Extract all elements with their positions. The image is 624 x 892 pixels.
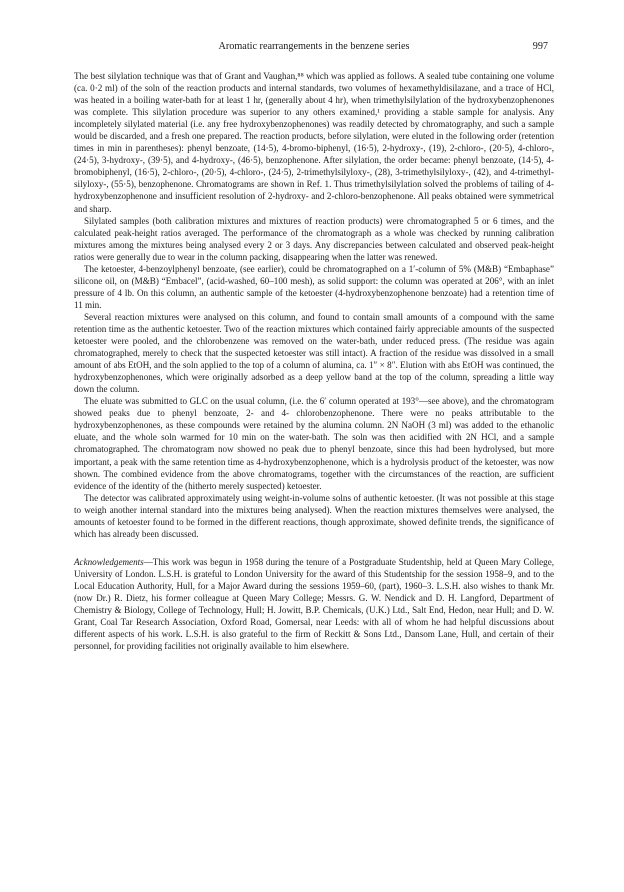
acknowledgements-heading: Acknowledgements	[74, 556, 144, 567]
acknowledgements-text: —This work was begun in 1958 during the tenure of a Postgraduate Studentship, held at Queen Mary College, University of London. L.S.H. is grateful to London University for the award of this Studentship for the session 1958–9, and to the Local Education Authority, Hull, for a Major Award during the sessions 1959–60, (part), 1960–3. L.S.H. also wishes to thank Mr. (now Dr.) R. Dietz, his former colleague at Queen Mary College; Messrs. G. W. Nendick and D. H. Langford, Department of Chemistry & Biology, College of Technology, Hull; H. Jowitt, B.P. Chemicals, (U.K.) Ltd., Salt End, Hedon, near Hull; and D. W. Grant, Coal Tar Research Association, Oxford Road, Gomersal, near Leeds: with all of whom he had helpful discussions about different aspects of his work. L.S.H. is also grateful to the firm of Reckitt & Sons Ltd., Dansom Lane, Hull, and certain of their personnel, for providing facilities not originally available to him elsewhere.	[74, 556, 554, 652]
acknowledgements-paragraph	[74, 556, 554, 652]
acknowledgements-section	[74, 556, 554, 652]
article-body	[74, 70, 554, 540]
body-paragraph: Silylated samples (both calibration mixtures and mixtures of reaction products) were chromatographed 5 or 6 times, and the calculated peak-height ratios averaged. The performance of the chromatograph as a whole was checked by running calibration mixtures among the mixtures being analysed every 2 or 3 days. Any discrepancies between calculated and observed peak-height ratios were generally due to wear in the column packing, disappearing when the latter was renewed.	[74, 215, 554, 262]
body-paragraph: The best silylation technique was that of Grant and Vaughan,⁸⁸ which was applied as follows. A sealed tube containing one volume (ca. 0·2 ml) of the soln of the reaction products and internal standards, two volumes of hexamethyldisilazane, and a trace of HCl, was heated in a boiling water-bath for at least 1 hr, (generally about 4 hr), when trimethylsilylation of the hydroxybenzophenones was complete. This silylation procedure was superior to any others examined,¹ providing a stable sample for analysis. Any incompletely silylated material (i.e. any free hydroxybenzophenones) was readily detected by chromatography, and such a sample would be discarded, and a fresh one prepared. The reaction products, before silylation, were eluted in the following order (retention times in min in parentheses): phenyl benzoate, (14·5), 4-bromo-biphenyl, (16·5), 2-hydroxy-, (19), 2-chloro-, (20·5), 4-chloro-, (24·5), 3-hydroxy-, (39·5), and 4-hydroxy-, (46·5), benzophenone. After silylation, the order became: phenyl benzoate, (14·5), 4-bromobiphenyl, (16·5), 2-chloro-, (20·5), 4-chloro-, (24·5), 2-trimethylsilyloxy-, (28), 3-trimethylsilyloxy-, (42), and 4-trimethyl-silyloxy-, (55·5), benzophenone. Chromatograms are shown in Ref. 1. Thus trimethylsilylation solved the problems of tailing of 4-hydroxybenzophenone and insufficient resolution of 2-hydroxy- and 2-chloro-benzophenone. All peaks obtained were symmetrical and sharp.	[74, 71, 554, 214]
page-number: 997	[532, 41, 548, 52]
body-paragraph: Several reaction mixtures were analysed on this column, and found to contain small amounts of a compound with the same retention time as the authentic ketoester. Two of the reaction mixtures which contained fairly appreciable amounts of the suspected ketoester were pooled, and the chlorobenzene was removed on the water-bath, under reduced press. (The residue was again chromatographed, merely to check that the suspected ketoester was still intact). A fraction of the residue was dissolved in a small amount of abs EtOH, and the soln applied to the top of a column of alumina, ca. 1″ × 8″. Elution with abs EtOH was continued, the hydroxybenzophenones, which were originally adsorbed as a deep yellow band at the top of the column, spreading a little way down the column.	[74, 311, 554, 395]
body-paragraph: The eluate was submitted to GLC on the usual column, (i.e. the 6′ column operated at 193°—see above), and the chromatogram showed peaks due to phenyl benzoate, 2- and 4- chlorobenzophenone. There were no peaks attributable to the hydroxybenzophenones, as these compounds were retained by the alumina column. 2N NaOH (3 ml) was added to the ethanolic eluate, and the whole soln warmed for 10 min on the water-bath. The soln was then acidified with 2N HCl, and a sample chromatographed. The chromatogram now showed no peak due to phenyl benzoate, since this had been hydrolysed, but more important, a peak with the same retention time as 4-hydroxybenzophenone, which is a hydrolysis product of the ketoester, was now shown. The combined evidence from the above chromatograms, together with the circumstances of the reaction, are sufficient evidence of the identity of the (hitherto merely suspected) ketoester.	[74, 396, 554, 491]
body-paragraph: The detector was calibrated approximately using weight-in-volume solns of authentic ketoester. (It was not possible at this stage to weigh another internal standard into the mixtures being analysed). When the reaction mixtures themselves were analysed, the amounts of ketoester found to be formed in the different reactions, though approximate, showed definite trends, the significance of which has already been discussed.	[74, 492, 554, 539]
running-header	[74, 40, 554, 56]
body-paragraph: The ketoester, 4-benzoylphenyl benzoate, (see earlier), could be chromatographed on a 1′-column of 5% (M&B) “Embaphase” silicone oil, on (M&B) “Embacel”, (acid-washed, 60–100 mesh), as solid support: the column was operated at 206°, with an inlet pressure of 4 lb. On this column, an authentic sample of the ketoester (4-hydroxybenzophenone benzoate) had a retention time of 11 min.	[74, 263, 554, 310]
running-title: Aromatic rearrangements in the benzene series	[218, 41, 410, 52]
journal-page	[74, 40, 554, 652]
